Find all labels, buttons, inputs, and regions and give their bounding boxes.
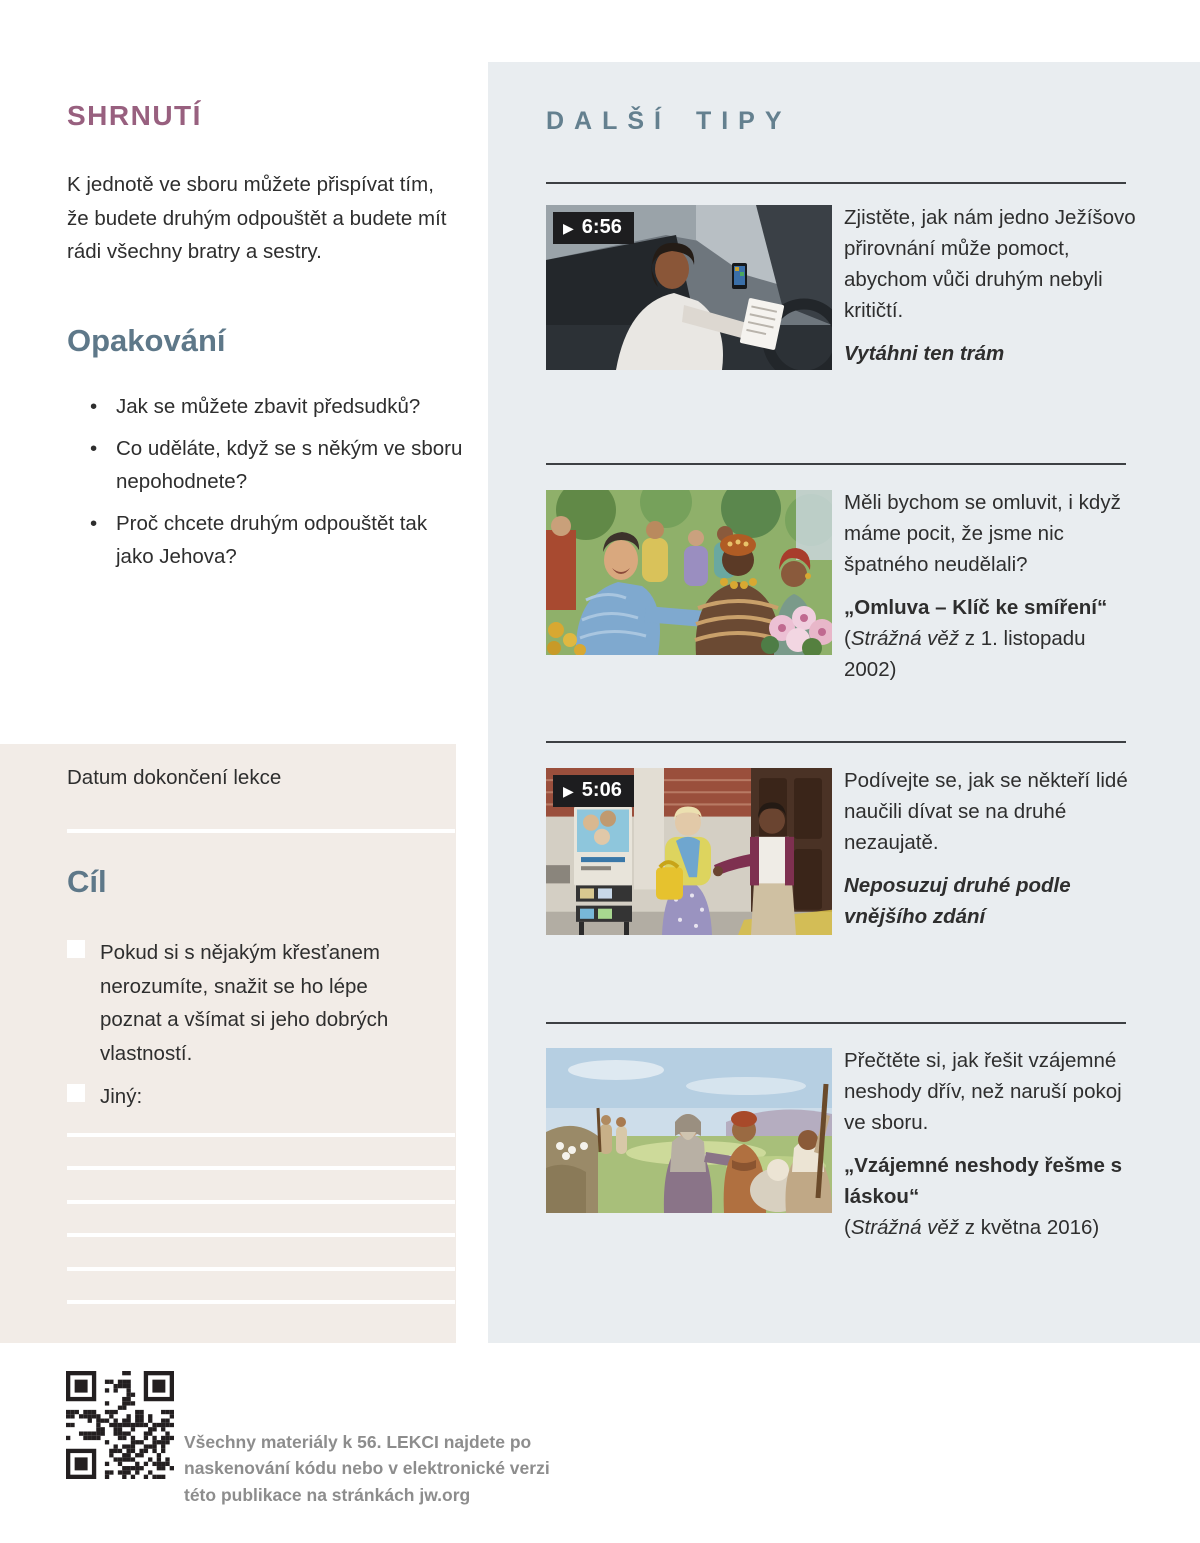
goal-write-line[interactable] [67,1133,455,1137]
review-item-text: Jak se můžete zbavit předsudků? [116,395,421,418]
source-rest: z 1. listopadu 2002) [844,627,1086,681]
tip4-source [844,1212,1136,1243]
tip2-article-title[interactable]: „Omluva – Klíč ke smíření“ [844,596,1108,619]
congregation-painting-illustration [546,490,832,655]
goal-write-line[interactable] [67,1300,455,1304]
goal-option-1-label: Pokud si s nějakým křesťanem nerozumíte, snažit se ho lépe poznat a všímat si jeho dobrých vlastností. [100,941,389,1065]
tip3-video-thumbnail-street-witnessing[interactable] [546,768,832,935]
qr-code [66,1371,174,1479]
review-item-text: Co uděláte, když se s někým ve sboru nepohodnete? [116,436,463,493]
goal-checkbox-2[interactable] [67,1084,85,1102]
tips-title: DALŠÍ TIPY [546,107,792,135]
goal-checkbox-1[interactable] [67,940,85,958]
bullet-icon: • [90,511,98,535]
tip1-video-title[interactable]: Vytáhni ten trám [844,342,1005,365]
tips-panel [488,62,1200,1343]
divider [546,1022,1126,1024]
tip3-body: Podívejte se, jak se někteří lidé naučili dívat se na druhé nezaujatě. [844,769,1128,854]
bullet-icon: • [90,395,98,418]
tip1-text [844,202,1136,381]
completion-date-line[interactable] [67,829,455,833]
tip1-body: Zjistěte, jak nám jedno Ježíšovo přirovnání může pomoct, abychom vůči druhým nebyli kritičtí. [844,206,1136,322]
review-item [90,432,468,499]
tip4-body: Přečtěte si, jak řešit vzájemné neshody dřív, než naruší pokoj ve sboru. [844,1049,1122,1134]
tip2-image-congregation-greeting [546,490,832,655]
video-duration-badge [553,775,634,807]
tip4-text [844,1045,1136,1255]
review-list [90,390,468,582]
goal-box [0,744,456,1343]
goal-option-1 [67,936,412,1070]
goal-write-line[interactable] [67,1267,455,1271]
tip1-video-thumbnail-man-in-car[interactable] [546,205,832,370]
goal-write-line[interactable] [67,1200,455,1204]
video-duration: 5:06 [581,779,622,801]
tip3-video-title[interactable]: Neposuzuj druhé podle vnějšího zdání [844,874,1071,928]
goal-write-line[interactable] [67,1233,455,1237]
summary-body: K jednotě ve sboru můžete přispívat tím, že budete druhým odpouštět a budete mít rádi všechny bratry a sestry. [67,173,447,263]
divider [546,182,1126,184]
source-open: ( [844,1216,851,1239]
play-icon: ▶ [563,219,574,236]
review-item [90,507,468,574]
source-publication: Strážná věž [850,1216,960,1239]
tip2-source [844,623,1136,685]
completion-date-label: Datum dokončení lekce [67,766,282,789]
tip4-article-title[interactable]: „Vzájemné neshody řešme s láskou“ [844,1154,1123,1208]
video-duration: 6:56 [581,216,622,238]
goal-write-line[interactable] [67,1166,455,1170]
biblical-scene-illustration [546,1048,832,1213]
divider [546,463,1126,465]
tip4-image-shepherds-scene [546,1048,832,1213]
goal-option-2 [67,1080,412,1114]
tip3-text [844,765,1136,944]
review-item-text: Proč chcete druhým odpouštět tak jako Jehova? [116,511,428,568]
tip2-text [844,487,1136,697]
video-duration-badge [553,212,634,244]
source-publication: Strážná věž [850,627,960,650]
play-icon: ▶ [563,782,574,799]
bullet-icon: • [90,436,98,460]
review-title: Opakování [67,323,226,358]
summary-title: SHRNUTÍ [67,100,202,131]
source-open: ( [844,627,851,650]
divider [546,741,1126,743]
review-item [90,390,468,424]
source-rest: z května 2016) [959,1216,1100,1239]
tip2-body: Měli bychom se omluvit, i když máme pocit, že jsme nic špatného neudělali? [844,491,1121,576]
goal-title: Cíl [67,864,107,899]
goal-option-2-label: Jiný: [100,1085,143,1108]
footer-note: Všechny materiály k 56. LEKCI najdete po naskenování kódu nebo v elektronické verzi této publikace na stránkách jw.org [184,1431,550,1505]
